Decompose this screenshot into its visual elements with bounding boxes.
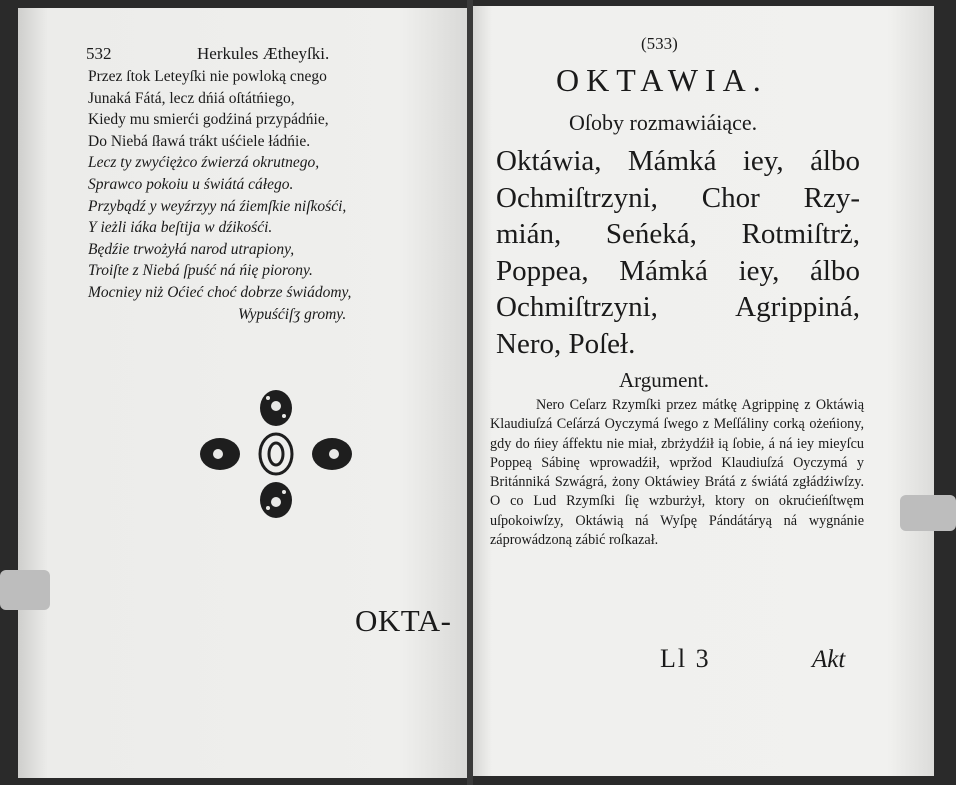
cast-list: [496, 143, 860, 362]
catchword-right: Akt: [812, 646, 846, 673]
verse-block: [88, 66, 351, 325]
verse-line: Będźie trwożyłá narod utrapiony,: [88, 240, 295, 258]
play-title: OKTAWIA.: [556, 62, 768, 98]
floral-ornament-icon: [196, 388, 356, 524]
page-clip-right: [900, 495, 956, 531]
page-number-right: (533): [641, 34, 678, 53]
verse-line: Kiedy mu smierći godźiná przypádńie,: [88, 111, 329, 129]
cast-line: Oktáwia, Mámká iey, álbo: [496, 145, 860, 177]
signature-mark: Ll 3: [660, 644, 711, 673]
verse-line: Lecz ty zwyćiężco źwierzá okrutnego,: [88, 154, 320, 172]
page-clip-left: [0, 570, 50, 610]
verse-line: Troiſte z Niebá ſpuść ná ńię piorony.: [88, 262, 313, 280]
verse-line: Do Niebá ſławá trákt uśćiele łádńie.: [88, 132, 311, 150]
cast-line: Poppea, Mámká iey, álbo: [496, 254, 860, 287]
argument-paragraph: Nero Ceſarz Rzymſki przez mátkę Agrippinę z Oktáwią Klaudiuſzá Ceſárzá Oyczymá ſwego z Meſſáliny corką ożeńiony, gdy do ńiey áffektu nie miał, zbrżydźił ią ſobie, á ná iey mieyſcu Poppeą Sábinę wprowadźił, wpržod Klaudiuſzá Oyczymá y Británniká Szwágrá, żony Oktáwiey Brátá z świátá zgłádźiwſzy. O co Lud Rzymſki ſię wzburżył, ktory on okrućieńſtwęm uſpokoiwſzy, Oktáwią ná Wyſpę Pándátáryą ná wygnánie záprowádzoną zábić roſkazał.: [490, 397, 864, 549]
cast-line: mián, Seńeká, Rotmiſtrż,: [496, 218, 860, 250]
page-number-left: 532: [86, 44, 112, 63]
running-head: Herkules Ætheyſki.: [197, 44, 330, 63]
cast-line: Ochmiſtrzyni, Agrippiná,: [496, 291, 860, 323]
cast-line: Nero, Poſeł.: [496, 327, 636, 360]
verse-line: Junaká Fátá, lecz dńiá oſtátńiego,: [88, 89, 295, 107]
verse-line: Przybądź y weyźrzyy ná źiemſkie niſkośći,: [88, 197, 347, 215]
book-gutter: [467, 0, 473, 785]
verse-line: Przez ſtok Leteyſki nie powloką cnego: [88, 68, 327, 85]
catchword-left: OKTA-: [355, 603, 452, 638]
argument-heading: Argument.: [619, 368, 710, 392]
verse-last-line: Wypuśćiſʒ gromy.: [238, 305, 347, 323]
verse-line: Y ieżli iáka beſtija w dźikośći.: [88, 219, 273, 237]
persons-heading: Oſoby rozmawiáiące.: [569, 110, 758, 135]
cast-line: Ochmiſtrzyni, Chor Rzy-: [496, 181, 860, 214]
verse-line: Sprawco pokoiu u świátá cáłego.: [88, 175, 294, 193]
verse-line: Mocniey niż Oćieć choć dobrze świádomy,: [88, 283, 352, 301]
